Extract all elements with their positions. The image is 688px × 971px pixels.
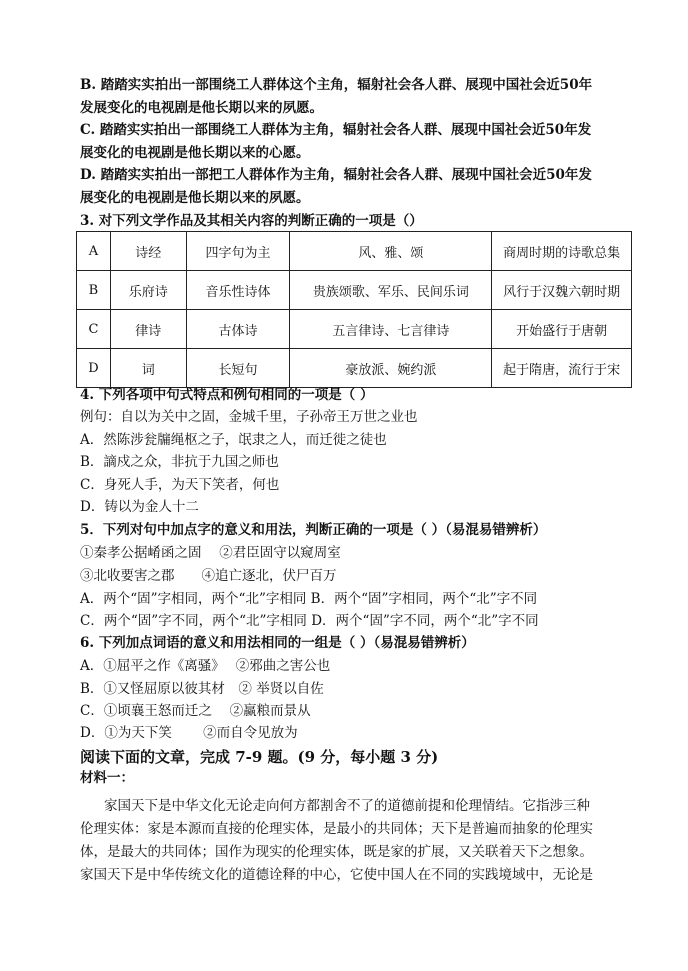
q2-option-b-line1: B. 踏踏实实拍出一部围绕工人群体这个主角，辐射社会各人群、展现中国社会近50年 xyxy=(80,77,593,93)
table-row xyxy=(77,310,632,349)
q5-items-1: ①秦孝公据崤函之固 ②君臣固守以窥周室 xyxy=(80,545,341,561)
q2-option-c-line2: 展变化的电视剧是他长期以来的心愿。 xyxy=(80,145,310,161)
q6-option-a: A．①屈平之作《离骚》 ②邪曲之害公也 xyxy=(80,658,331,674)
table-row xyxy=(77,271,632,310)
table-cell: 音乐性诗体 xyxy=(186,271,290,310)
q5-items-2: ③北收要害之郡 ④追亡逐北，伏尸百万 xyxy=(80,568,337,584)
table-cell: 贵族颂歌、军乐、民间乐词 xyxy=(290,271,492,310)
table-cell: 风、雅、颂 xyxy=(290,232,492,271)
table-row xyxy=(77,232,632,271)
table-cell: 词 xyxy=(110,349,186,388)
reading-paragraph-line: 伦理实体：家是本源而直接的伦理实体，是最小的共同体；天下是普遍而抽象的伦理实 xyxy=(80,821,593,837)
q6-option-b: B．①又怪屈原以彼其材 ② 举贤以自佐 xyxy=(80,681,324,697)
reading-paragraph-line: 体，是最大的共同体；国作为现实的伦理实体，既是家的扩展，又关联着天下之想象。 xyxy=(80,844,593,860)
reading-paragraph-line: 家国天下是中华文化无论走向何方都割舍不了的道德前提和伦理情结。它指涉三种 xyxy=(104,798,590,814)
q2-option-c-line1: C. 踏踏实实拍出一部围绕工人群体为主角，辐射社会各人群、展现中国社会近50年发 xyxy=(80,122,592,138)
q5-options-ab: A．两个“固”字相同，两个“北”字相同 B．两个“固”字相同，两个“北”字不同 xyxy=(80,591,538,607)
table-cell: 长短句 xyxy=(186,349,290,388)
table-cell: 五言律诗、七言律诗 xyxy=(290,310,492,349)
q5-options-cd: C．两个“固”字不同，两个“北”字相同 D．两个“固”字不同，两个“北”字不同 xyxy=(80,613,539,629)
q3-stem: 3. 对下列文学作品及其相关内容的判断正确的一项是（） xyxy=(80,213,423,229)
table-cell: 乐府诗 xyxy=(110,271,186,310)
q4-stem: 4. 下列各项中句式特点和例句相同的一项是（ ） xyxy=(80,387,374,403)
table-cell: 商周时期的诗歌总集 xyxy=(492,232,632,271)
q3-table xyxy=(76,231,632,388)
table-cell: C xyxy=(77,310,111,349)
reading-material-label: 材料一： xyxy=(80,770,134,786)
q2-option-b-line2: 发展变化的电视剧是他长期以来的夙愿。 xyxy=(80,100,323,116)
q4-option-a: A．然陈涉瓮牖绳枢之子，氓隶之人，而迁徙之徒也 xyxy=(80,432,387,448)
q6-option-c: C．①顷襄王怒而迁之 ②赢粮而景从 xyxy=(80,703,311,719)
q2-option-d-line2: 展变化的电视剧是他长期以来的夙愿。 xyxy=(80,190,310,206)
table-cell: 豪放派、婉约派 xyxy=(290,349,492,388)
table-cell: 开始盛行于唐朝 xyxy=(492,310,632,349)
q4-option-d: D．铸以为金人十二 xyxy=(80,499,199,515)
table-cell: B xyxy=(77,271,111,310)
table-cell: 诗经 xyxy=(110,232,186,271)
reading-paragraph-line: 家国天下是中华传统文化的道德诠释的中心，它使中国人在不同的实践境域中，无论是 xyxy=(80,867,593,883)
table-cell: D xyxy=(77,349,111,388)
table-cell: 起于隋唐，流行于宋 xyxy=(492,349,632,388)
q2-option-d-line1: D. 踏踏实实拍出一部把工人群体作为主角，辐射社会各人群、展现中国社会近50年发 xyxy=(80,167,592,183)
q4-option-c: C．身死人手，为天下笑者，何也 xyxy=(80,477,280,493)
table-cell: 风行于汉魏六朝时期 xyxy=(492,271,632,310)
reading-heading: 阅读下面的文章，完成 7-9 题。(9 分，每小题 3 分) xyxy=(80,748,439,766)
q4-option-b: B．謫戍之众，非抗于九国之师也 xyxy=(80,454,279,470)
table-cell: A xyxy=(77,232,111,271)
table-row xyxy=(77,349,632,388)
q6-stem: 6. 下列加点词语的意义和用法相同的一组是（ ）（易混易错辨析） xyxy=(80,635,475,651)
q5-stem: 5．下列对句中加点字的意义和用法，判断正确的一项是（ ）（易混易错辨析） xyxy=(80,522,547,538)
table-cell: 律诗 xyxy=(110,310,186,349)
table-cell: 四字句为主 xyxy=(186,232,290,271)
table-cell: 古体诗 xyxy=(186,310,290,349)
q6-option-d: D．①为天下笑 ②而自令见放为 xyxy=(80,725,298,741)
q4-example: 例句：自以为关中之固，金城千里，子孙帝王万世之业也 xyxy=(80,409,418,425)
